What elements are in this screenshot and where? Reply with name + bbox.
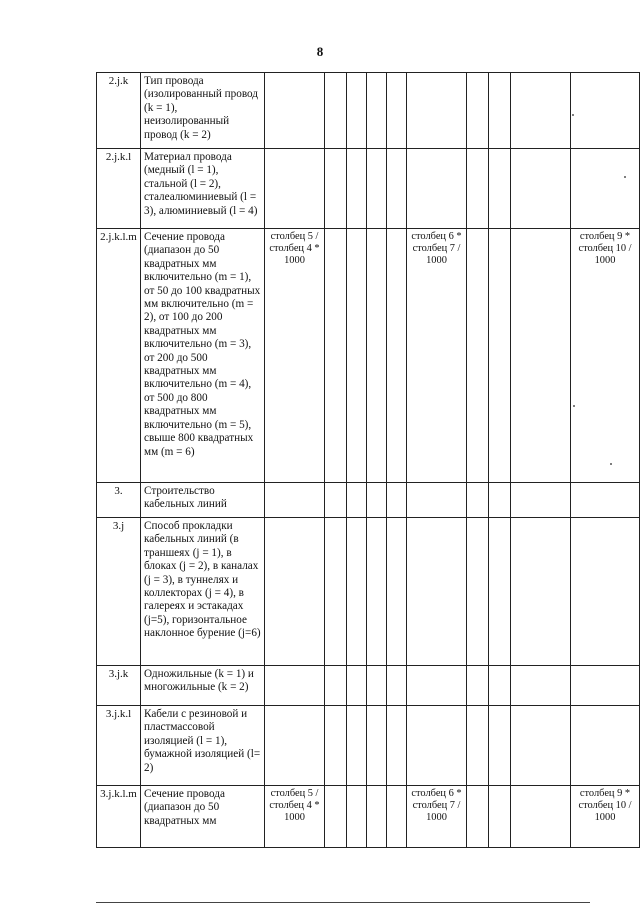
table-row (97, 786, 640, 848)
row-description: Одножильные (k = 1) и многожильные (k = 2) (141, 666, 265, 706)
value-cell (387, 149, 407, 229)
row-code: 3.j.k.l (97, 706, 141, 786)
value-cell (467, 149, 489, 229)
table-row (97, 229, 640, 483)
scan-speck (624, 176, 626, 178)
value-cell (467, 229, 489, 483)
row-code: 3.j.k (97, 666, 141, 706)
table-row (97, 73, 640, 149)
value-cell (325, 73, 347, 149)
value-cell (489, 149, 511, 229)
value-cell (347, 229, 367, 483)
value-cell (265, 706, 325, 786)
value-cell (407, 706, 467, 786)
bottom-border-line (96, 902, 590, 903)
row-description: Тип провода (изолированный провод (k = 1), неизолированный провод (k = 2) (141, 73, 265, 149)
value-cell (265, 518, 325, 666)
table-row (97, 666, 640, 706)
value-cell (387, 706, 407, 786)
scan-speck (573, 405, 575, 407)
value-cell (407, 483, 467, 518)
value-cell (511, 666, 571, 706)
row-code: 2.j.k.l (97, 149, 141, 229)
row-description: Сечение провода (диапазон до 50 квадратных мм (141, 786, 265, 848)
value-cell (571, 666, 640, 706)
value-cell (387, 73, 407, 149)
value-cell (489, 229, 511, 483)
value-cell (511, 149, 571, 229)
value-cell (571, 483, 640, 518)
value-cell (511, 483, 571, 518)
data-table (96, 72, 640, 848)
table-row (97, 518, 640, 666)
row-description: Материал провода (медный (l = 1), стальной (l = 2), сталеалюминиевый (l = 3), алюминиевый (l = 4) (141, 149, 265, 229)
value-cell: столбец 6 * столбец 7 / 1000 (407, 229, 467, 483)
value-cell (571, 73, 640, 149)
value-cell (467, 786, 489, 848)
value-cell (347, 73, 367, 149)
value-cell (265, 149, 325, 229)
value-cell (387, 229, 407, 483)
value-cell (367, 483, 387, 518)
table-row (97, 483, 640, 518)
value-cell (325, 229, 347, 483)
value-cell: столбец 5 / столбец 4 * 1000 (265, 229, 325, 483)
value-cell (325, 518, 347, 666)
value-cell (467, 518, 489, 666)
value-cell (467, 706, 489, 786)
value-cell (347, 706, 367, 786)
value-cell (511, 229, 571, 483)
value-cell (489, 73, 511, 149)
value-cell (407, 518, 467, 666)
value-cell (407, 149, 467, 229)
value-cell (325, 483, 347, 518)
value-cell (407, 73, 467, 149)
value-cell (367, 666, 387, 706)
value-cell (367, 518, 387, 666)
value-cell (265, 483, 325, 518)
value-cell (571, 518, 640, 666)
value-cell (489, 483, 511, 518)
value-cell (467, 73, 489, 149)
value-cell: столбец 9 * столбец 10 / 1000 (571, 229, 640, 483)
row-description: Кабели с резиновой и пластмассовой изоляцией (l = 1), бумажной изоляцией (l= 2) (141, 706, 265, 786)
value-cell (571, 149, 640, 229)
value-cell (387, 483, 407, 518)
value-cell (489, 518, 511, 666)
value-cell (489, 786, 511, 848)
row-code: 3.j (97, 518, 141, 666)
value-cell (511, 518, 571, 666)
value-cell (347, 518, 367, 666)
value-cell (325, 786, 347, 848)
value-cell: столбец 5 / столбец 4 * 1000 (265, 786, 325, 848)
value-cell (489, 666, 511, 706)
value-cell (347, 666, 367, 706)
value-cell (511, 786, 571, 848)
value-cell (265, 73, 325, 149)
value-cell (407, 666, 467, 706)
scan-speck (610, 463, 612, 465)
value-cell (347, 786, 367, 848)
row-code: 3. (97, 483, 141, 518)
table-row (97, 706, 640, 786)
row-code: 3.j.k.l.m (97, 786, 141, 848)
value-cell (571, 706, 640, 786)
value-cell (489, 706, 511, 786)
value-cell (367, 149, 387, 229)
value-cell (387, 786, 407, 848)
page-number: 8 (316, 44, 324, 59)
row-code: 2.j.k (97, 73, 141, 149)
value-cell (367, 229, 387, 483)
value-cell: столбец 9 * столбец 10 / 1000 (571, 786, 640, 848)
table-row (97, 149, 640, 229)
row-code: 2.j.k.l.m (97, 229, 141, 483)
value-cell (467, 483, 489, 518)
value-cell (325, 149, 347, 229)
value-cell (367, 73, 387, 149)
value-cell (325, 666, 347, 706)
value-cell (467, 666, 489, 706)
value-cell (367, 786, 387, 848)
row-description: Строительство кабельных линий (141, 483, 265, 518)
value-cell: столбец 6 * столбец 7 / 1000 (407, 786, 467, 848)
value-cell (347, 149, 367, 229)
row-description: Сечение провода (диапазон до 50 квадратных мм включительно (m = 1), от 50 до 100 квадратных мм включительно (m = 2), от 100 до 200 квадратных мм включительно (m = 3), от 200 до 500 квадратных мм включительно (m = 4), от 500 до 800 квадратных мм включительно (m = 5), свыше 800 квадратных мм (m = 6) (141, 229, 265, 483)
value-cell (347, 483, 367, 518)
value-cell (367, 706, 387, 786)
value-cell (325, 706, 347, 786)
value-cell (387, 666, 407, 706)
value-cell (265, 666, 325, 706)
scan-speck (572, 114, 574, 116)
value-cell (511, 73, 571, 149)
row-description: Способ прокладки кабельных линий (в траншеях (j = 1), в блоках (j = 2), в каналах (j = 3), в туннелях и коллекторах (j = 4), в галереях и эстакадах (j=5), горизонтальное наклонное бурение (j=6) (141, 518, 265, 666)
value-cell (511, 706, 571, 786)
value-cell (387, 518, 407, 666)
